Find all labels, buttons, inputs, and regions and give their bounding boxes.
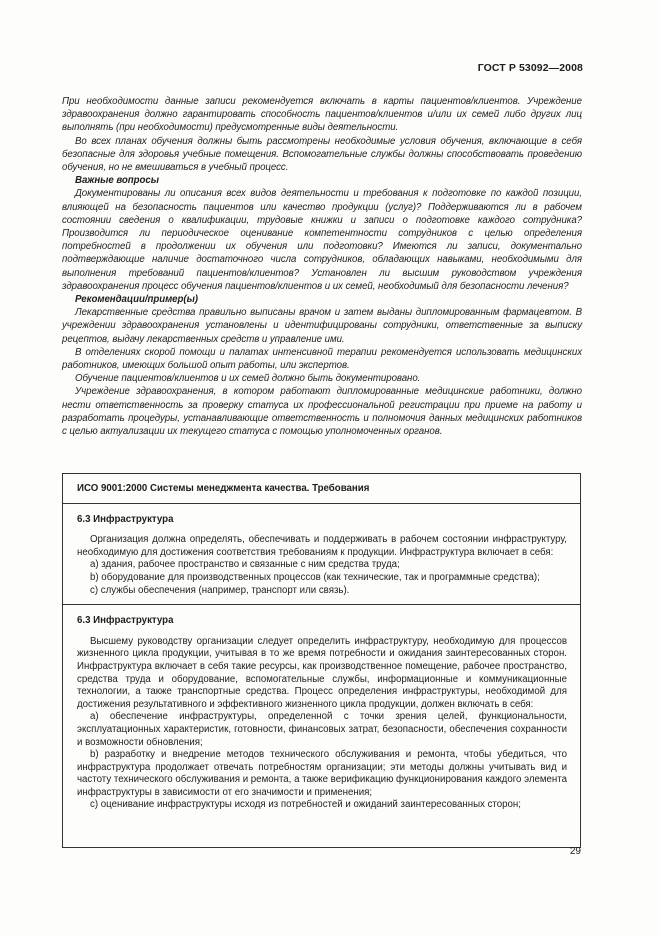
list-item: b) разработку и внедрение методов технического обслуживания и ремонта, чтобы убедиться, что инфраструктура продолжает отвечать потребностям организации; эти методы должны учитывать вид и частоту технического обслуживания и ремонта, а также верификацию функционирования каждого элемента инфраструктуры в зависимости от его значимости и применения; bbox=[77, 749, 567, 798]
guidance-text bbox=[62, 95, 582, 438]
box-divider bbox=[63, 604, 580, 605]
document-header: ГОСТ Р 53092—2008 bbox=[477, 62, 583, 74]
paragraph: Лекарственные средства правильно выписаны врачом и затем выданы дипломированным фармацевтом. В учреждении здравоохранения установлены и идентифицированы сотрудники, ответственные за выписку рецептов, выдачу лекарственных средств и управление ими. bbox=[62, 307, 582, 345]
paragraph: При необходимости данные записи рекомендуется включать в карты пациентов/клиентов. Учреждение здравоохранения должно гарантировать способность пациентов/клиентов и/или их семей либо других лиц выполнять (при необходимости) предусмотренные виды деятельности. bbox=[62, 96, 582, 134]
page-number: 29 bbox=[569, 846, 581, 857]
iso-requirements-box bbox=[62, 473, 581, 848]
box-standard-title: ИСО 9001:2000 Системы менеджмента качества. Требования bbox=[77, 483, 370, 494]
list-item: b) оборудование для производственных процессов (как технические, так и программные средства); bbox=[90, 571, 540, 583]
list-item: а) обеспечение инфраструктуры, определенной с точки зрения целей, функциональности, эксплуатационных характеристик, готовности, финансовых затрат, безопасности, обеспечения сохранности и возможности обновления; bbox=[77, 711, 567, 748]
section-heading-recommendations: Рекомендации/пример(ы) bbox=[75, 294, 198, 306]
paragraph: Документированы ли описания всех видов деятельности и требования к подготовке по каждой позиции, влияющей на безопасность пациентов или качество продукции (услуг)? Поддерживаются ли в рабочем состоянии сведения о квалификации, трудовые книжки и записи о подготовке каждого сотрудника? Производится ли периодическое оценивание компетентности сотрудников с целью определения потребностей в продолжении их обучения или подготовки? Имеются ли записи, документально подтверждающие наличие достаточного числа сотрудников, обладающих навыками, необходимыми для выполнения требований пациентов/клиентов? Установлен ли высшим руководством учреждения здравоохранения процесс обучения пациентов/клиентов и их семей, необходимый для безопасности лечения? bbox=[62, 188, 582, 292]
paragraph: Во всех планах обучения должны быть рассмотрены необходимые условия обучения, включающие в себя безопасные для здоровья учебные помещения. Вспомогательные службы должны способствовать проведению обучения, но не вмешиваться в учебный процесс. bbox=[62, 135, 582, 174]
section-heading-issues: Важные вопросы bbox=[75, 175, 159, 187]
paragraph: В отделениях скорой помощи и палатах интенсивной терапии рекомендуется использовать медицинских работников, имеющих большой опыт работы, или экспертов. bbox=[62, 346, 582, 372]
paragraph: Учреждение здравоохранения, в котором работают дипломированные медицинские работники, должно нести ответственность за проверку статуса их профессиональной регистрации при приеме на работу и разработать процедуры, устанавливающие ответственность и полномочия данных медицинских работников с целью актуализации их текущего статуса с помощью уполномоченных органов. bbox=[62, 386, 582, 438]
list-item: а) здания, рабочее пространство и связанные с ним средства труда; bbox=[90, 559, 400, 571]
clause-heading: 6.3 Инфраструктура bbox=[77, 513, 174, 525]
list-item: c) оценивание инфраструктуры исходя из потребностей и ожиданий заинтересованных сторон; bbox=[90, 799, 521, 811]
box-divider bbox=[63, 503, 580, 504]
clause-text: Высшему руководству организации следует определить инфраструктуру, необходимую для процессов жизненного цикла продукции, учитывая в то же время потребности и ожидания заинтересованных сторон. Инфраструктура включает в себя такие ресурсы, как производственное помещение, рабочее пространство, средства труда и оборудование, вспомогательные службы, информационные и коммуникационные технологии, а также транспортные средства. Процесс определения инфраструктуры, необходимой для достижения результативного и эффективного жизненного цикла продукции, должен включать в себя: bbox=[77, 635, 567, 710]
paragraph: Обучение пациентов/клиентов и их семей должно быть документировано. bbox=[75, 373, 421, 385]
clause-heading: 6.3 Инфраструктура bbox=[77, 615, 174, 627]
list-item: c) службы обеспечения (например, транспорт или связь). bbox=[90, 584, 350, 596]
clause-text: Организация должна определять, обеспечивать и поддерживать в рабочем состоянии инфраструктуру, необходимую для достижения соответствия требованиям к продукции. Инфраструктура включает в себя: bbox=[77, 534, 567, 558]
